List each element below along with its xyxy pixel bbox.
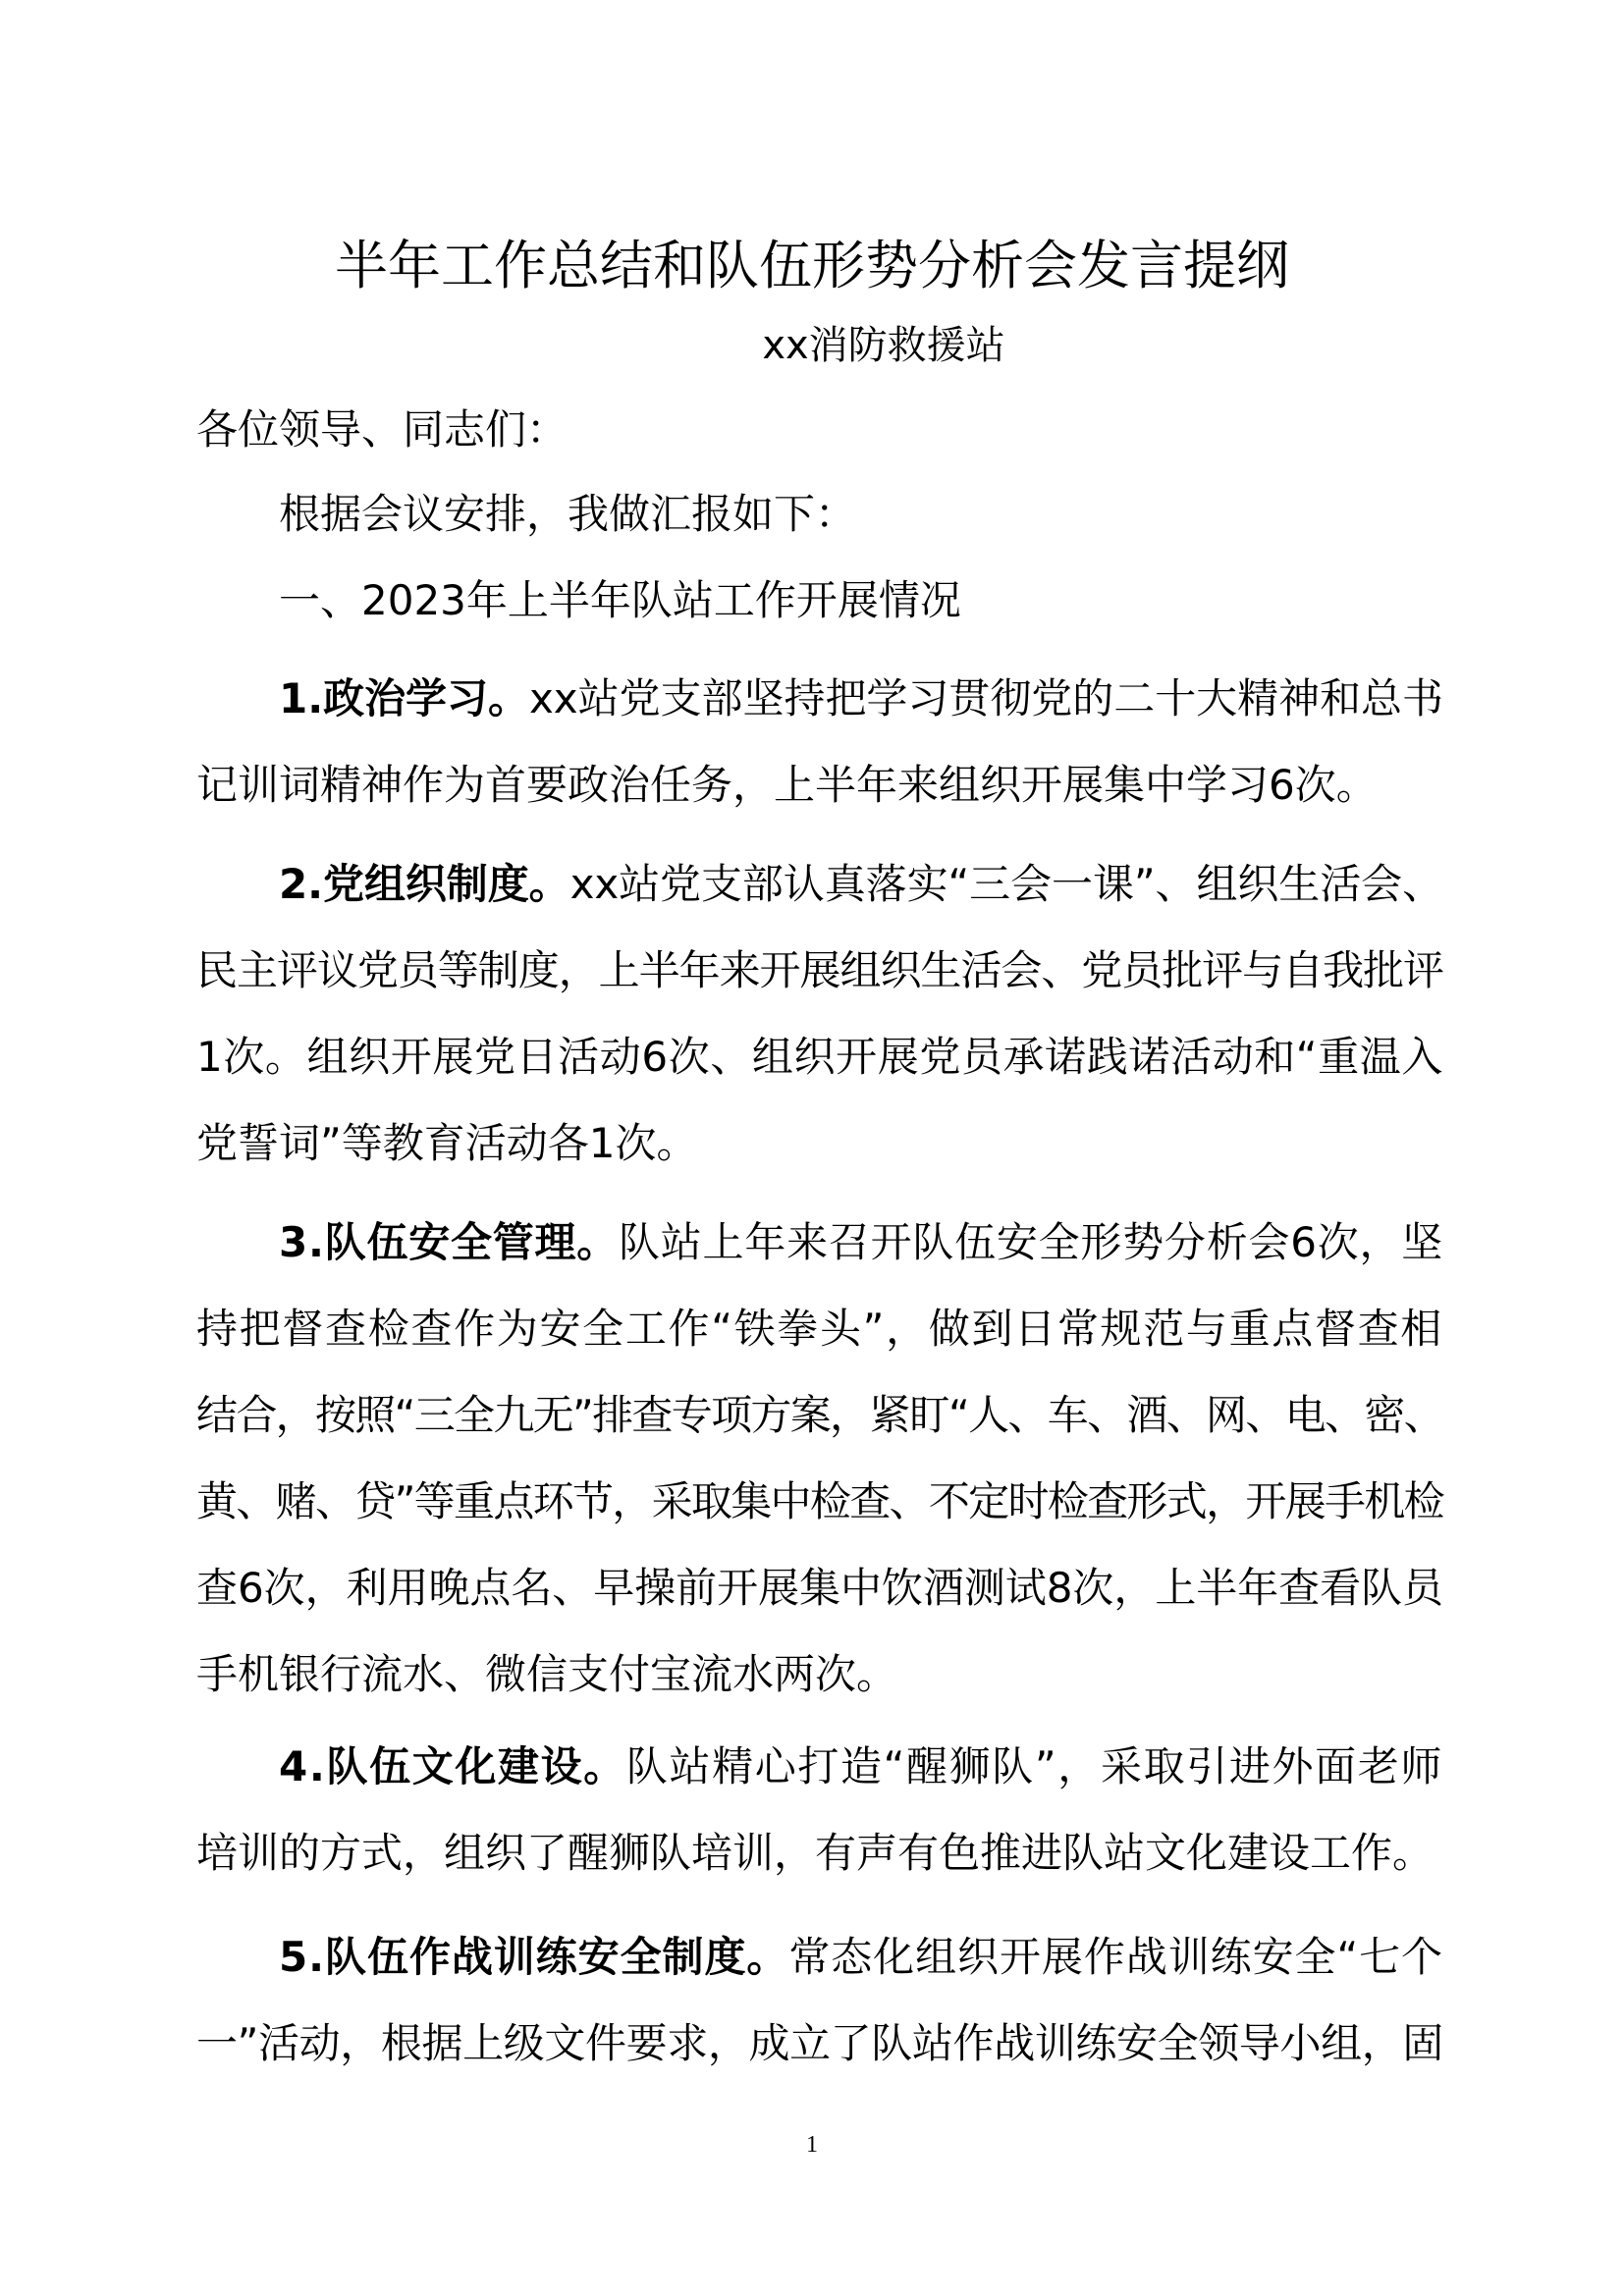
paragraph-text: 结合，按照“三全九无”排查专项方案，紧盯“人、车、酒、网、电、密、 bbox=[196, 1391, 1443, 1439]
paragraph-3-line bbox=[196, 1545, 1443, 1631]
section-heading: 一、2023年上半年队站工作开展情况 bbox=[279, 576, 961, 624]
line-content bbox=[279, 841, 1443, 928]
line-content bbox=[196, 1459, 1443, 1545]
paragraph-5-line bbox=[196, 1914, 1443, 2001]
paragraph-lead: 3.队伍安全管理。 bbox=[279, 1218, 620, 1266]
line-content bbox=[196, 1810, 1434, 1896]
line-content bbox=[196, 1631, 897, 1718]
line-content bbox=[196, 1545, 1443, 1631]
paragraph-text: 手机银行流水、微信支付宝流水两次。 bbox=[196, 1650, 898, 1698]
paragraph-text: 党誓词”等教育活动各1次。 bbox=[196, 1119, 698, 1167]
line-content bbox=[196, 1286, 1443, 1372]
line-content bbox=[196, 742, 1378, 828]
paragraph-text: 队站精心打造“醒狮队”，采取引进外面老师 bbox=[625, 1742, 1443, 1790]
line-content bbox=[279, 1724, 1443, 1810]
paragraph-3-line bbox=[196, 1372, 1443, 1459]
paragraph-4-line bbox=[196, 1724, 1443, 1810]
greeting: 各位领导、同志们： bbox=[196, 405, 568, 454]
line-content bbox=[279, 1914, 1443, 2001]
paragraph-text: 持把督查检查作为安全工作“铁拳头”，做到日常规范与重点督查相 bbox=[196, 1305, 1443, 1353]
paragraph-text: 一”活动，根据上级文件要求，成立了队站作战训练安全领导小组，固 bbox=[196, 2019, 1443, 2067]
intro-text: 根据会议安排，我做汇报如下： bbox=[279, 490, 857, 538]
paragraph-2-line bbox=[196, 1014, 1443, 1100]
paragraph-3-line bbox=[196, 1459, 1443, 1545]
paragraph-3-line bbox=[196, 1631, 1443, 1718]
paragraph-text: 民主评议党员等制度，上半年来开展组织生活会、党员批评与自我批评 bbox=[196, 946, 1443, 994]
line-content bbox=[196, 2001, 1443, 2087]
line-content bbox=[279, 656, 1443, 742]
paragraph-2-line bbox=[196, 841, 1443, 928]
paragraph-lead: 4.队伍文化建设。 bbox=[279, 1742, 626, 1790]
paragraph-text: 查6次，利用晚点名、早操前开展集中饮酒测试8次，上半年查看队员 bbox=[196, 1564, 1443, 1612]
paragraph-2-line bbox=[196, 1100, 1443, 1187]
paragraph-text: 常态化组织开展作战训练安全“七个 bbox=[788, 1933, 1443, 1981]
paragraph-1-line bbox=[196, 656, 1443, 742]
paragraph-text: 1次。组织开展党日活动6次、组织开展党员承诺践诺活动和“重温入 bbox=[196, 1033, 1443, 1081]
paragraph-lead: 5.队伍作战训练安全制度。 bbox=[279, 1933, 789, 1981]
document-subtitle: xx消防救援站 bbox=[762, 323, 1005, 368]
paragraph-text: 黄、赌、贷”等重点环节，采取集中检查、不定时检查形式，开展手机检 bbox=[196, 1477, 1443, 1525]
line-content bbox=[196, 1014, 1443, 1100]
line-content bbox=[279, 1200, 1443, 1286]
paragraph-text: 培训的方式，组织了醒狮队培训，有声有色推进队站文化建设工作。 bbox=[196, 1829, 1435, 1877]
paragraph-2-line bbox=[196, 928, 1443, 1014]
paragraph-1-line bbox=[196, 742, 1443, 828]
paragraph-text: 队站上年来召开队伍安全形势分析会6次，坚 bbox=[619, 1218, 1443, 1266]
line-content bbox=[196, 928, 1443, 1014]
paragraph-3-line bbox=[196, 1200, 1443, 1286]
paragraph-5-line bbox=[196, 2001, 1443, 2087]
document-title: 半年工作总结和队伍形势分析会发言提纲 bbox=[335, 235, 1289, 296]
line-content bbox=[196, 1372, 1443, 1459]
paragraph-3-line bbox=[196, 1286, 1443, 1372]
paragraph-lead: 2.党组织制度。 bbox=[279, 860, 570, 908]
paragraph-text: xx站党支部认真落实“三会一课”、组织生活会、 bbox=[569, 860, 1443, 908]
line-content bbox=[196, 1100, 697, 1187]
paragraph-4-line bbox=[196, 1810, 1443, 1896]
paragraph-text: xx站党支部坚持把学习贯彻党的二十大精神和总书 bbox=[528, 674, 1443, 722]
paragraph-text: 记训词精神作为首要政治任务，上半年来组织开展集中学习6次。 bbox=[196, 761, 1378, 809]
paragraph-lead: 1.政治学习。 bbox=[279, 674, 529, 722]
page-number: 1 bbox=[806, 2132, 818, 2158]
